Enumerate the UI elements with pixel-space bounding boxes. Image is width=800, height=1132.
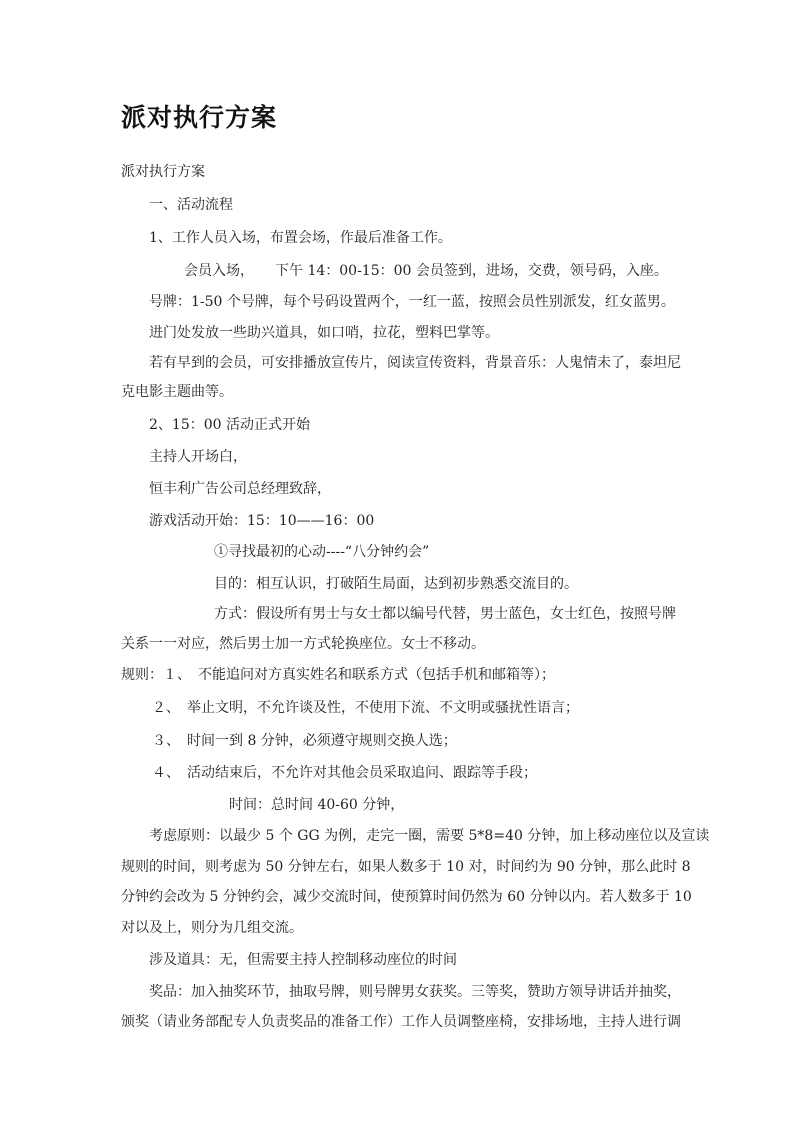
paragraph-line: 进门处发放一些助兴道具，如口哨，拉花，塑料巴掌等。: [149, 325, 499, 341]
paragraph-line: 会员入场， 下午 14：00-15：00 会员签到，进场，交费，领号码，入座。: [184, 263, 668, 279]
paragraph-line: 2、15：00 活动正式开始: [149, 417, 310, 433]
paragraph-line: 规则的时间，则考虑为 50 分钟左右，如果人数多于 10 对，时间约为 90 分钟，那么此时 8: [121, 859, 691, 875]
rule-item: 规则：１、 不能追问对方真实姓名和联系方式（包括手机和邮箱等）；: [121, 667, 555, 683]
paragraph-line: 考虑原则：以最少 5 个 GG 为例，走完一圈，需要 5*8=40 分钟，加上移动座位以及宣读: [149, 828, 710, 844]
subtitle-line: 派对执行方案: [121, 164, 205, 180]
paragraph-line: 涉及道具：无，但需要主持人控制移动座位的时间: [149, 952, 457, 968]
paragraph-line: 目的：相互认识，打破陌生局面，达到初步熟悉交流目的。: [214, 576, 578, 592]
section-heading: 一、活动流程: [149, 197, 233, 213]
paragraph-line: 游戏活动开始：15：10——16：00: [149, 513, 375, 529]
paragraph-line: 分钟约会改为 5 分钟约会，减少交流时间，使预算时间仍然为 60 分钟以内。若人数多于 10: [121, 889, 692, 905]
paragraph-line: 时间：总时间 40-60 分钟，: [229, 797, 405, 813]
paragraph-line: 恒丰利广告公司总经理致辞，: [149, 481, 331, 497]
paragraph-line: 奖品：加入抽奖环节，抽取号牌，则号牌男女获奖。三等奖，赞助方领导讲话并抽奖，: [149, 984, 681, 1000]
document-title: 派对执行方案: [121, 103, 278, 132]
paragraph-line: 主持人开场白，: [149, 449, 247, 465]
paragraph-line: 对以及上，则分为几组交流。: [121, 920, 303, 936]
paragraph-line: 若有早到的会员，可安排播放宣传片，阅读宣传资料，背景音乐：人鬼情未了，泰坦尼: [149, 355, 681, 371]
paragraph-line: 颁奖（请业务部配专人负责奖品的准备工作）工作人员调整座椅，安排场地，主持人进行调: [121, 1014, 681, 1030]
paragraph-line: 1、工作人员入场，布置会场，作最后准备工作。: [149, 230, 452, 246]
paragraph-line: 方式：假设所有男士与女士都以编号代替，男士蓝色，女士红色，按照号牌: [214, 606, 676, 622]
paragraph-line: 关系一一对应，然后男士加一方式轮换座位。女士不移动。: [121, 636, 485, 652]
rule-item: ２、 举止文明，不允许谈及性，不使用下流、不文明或骚扰性语言；: [152, 700, 579, 716]
paragraph-line: 号牌：1-50 个号牌，每个号码设置两个，一红一蓝，按照会员性别派发，红女蓝男。: [149, 294, 675, 310]
rule-item: ４、 活动结束后，不允许对其他会员采取追问、跟踪等手段；: [152, 765, 537, 781]
paragraph-line: 克电影主题曲等。: [121, 384, 233, 400]
rule-item: ３、 时间一到 8 分钟，必须遵守规则交换人选；: [152, 733, 457, 749]
paragraph-line: ①寻找最初的心动----“八分钟约会”: [214, 544, 430, 560]
